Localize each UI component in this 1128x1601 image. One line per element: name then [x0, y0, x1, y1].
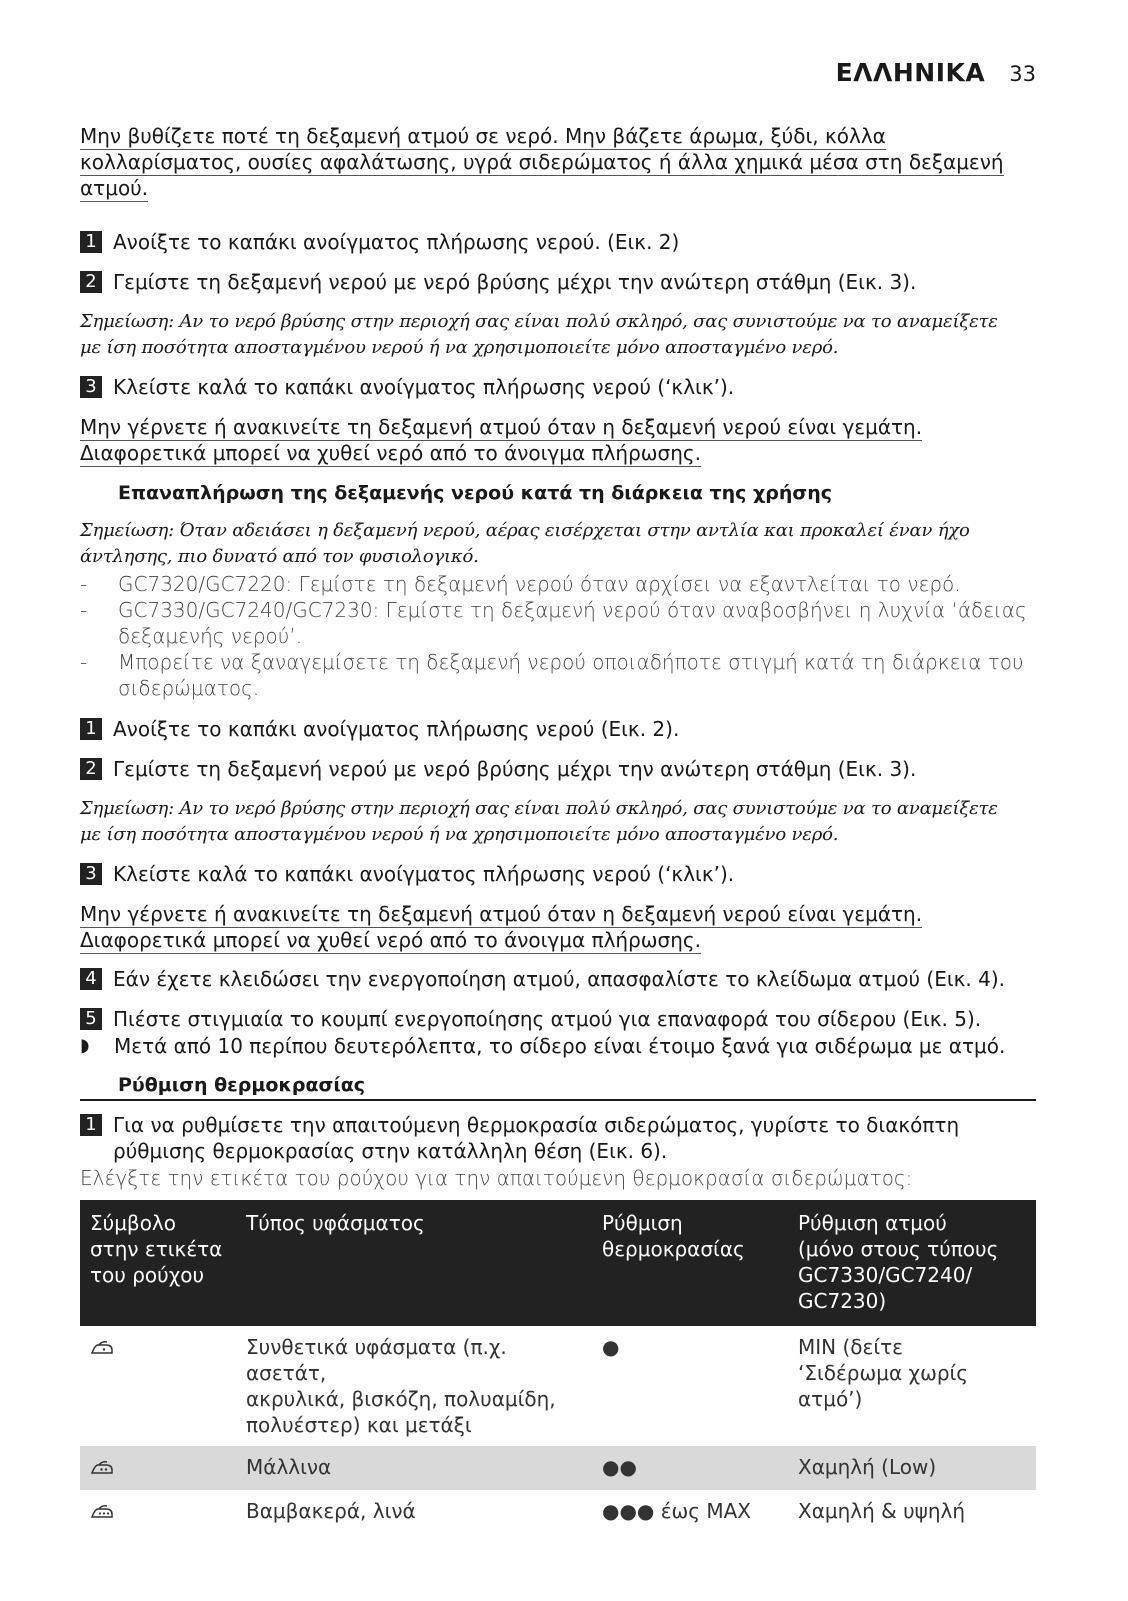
- temperature-cell: ●●: [592, 1446, 788, 1490]
- cell-line: ‘Σιδέρωμα χωρίς: [798, 1361, 969, 1385]
- page-number: 33: [1009, 62, 1036, 86]
- manual-page: [80, 0, 1036, 1601]
- header-line: Ρύθμιση ατμού: [798, 1211, 947, 1235]
- header-line: του ρούχου: [90, 1263, 205, 1287]
- list-item: [80, 597, 1036, 649]
- bullet-dash: -: [80, 598, 88, 622]
- cell-line: ακρυλικά, βισκόζη, πολυαμίδη,: [246, 1387, 556, 1411]
- symbol-cell: [80, 1490, 236, 1534]
- step-number: 1: [80, 1114, 102, 1136]
- section-divider: [80, 1099, 1036, 1101]
- language-heading: ΕΛΛΗΝΙΚΑ: [835, 58, 986, 87]
- step-text: Γεμίστε τη δεξαμενή νερού με νερό βρύσης μέχρι την ανώτερη στάθμη (Εικ. 3).: [113, 757, 917, 781]
- symbol-cell: [80, 1446, 236, 1490]
- cell-line: Βαμβακερά, λινά: [246, 1499, 416, 1523]
- note-hard-water-2: [80, 796, 1036, 848]
- steam-cell: [788, 1326, 1036, 1446]
- table-header-row: [80, 1200, 1036, 1326]
- step-number: 1: [80, 718, 102, 740]
- step-number: 3: [80, 376, 102, 398]
- result-line: [80, 1033, 1036, 1059]
- refill-bullets: [80, 571, 1036, 701]
- page-header: [836, 58, 1036, 87]
- step-number: 2: [80, 271, 102, 293]
- bullet-dash: -: [80, 572, 88, 596]
- note-line: Σημείωση: Όταν αδειάσει η δεξαμενή νερού, αέρας εισέρχεται στην αντλία και προκαλεί έναν ήχο: [80, 520, 970, 541]
- step-text: Ανοίξτε το καπάκι ανοίγματος πλήρωσης νερού (Εικ. 2).: [113, 717, 680, 741]
- step-text: ρύθμισης θερμοκρασίας στην κατάλληλη θέση (Εικ. 6).: [113, 1139, 668, 1163]
- bullet-dash: -: [80, 650, 88, 674]
- step-text: Εάν έχετε κλειδώσει την ενεργοποίηση ατμού, απασφαλίστε το κλείδωμα ατμού (Εικ. 4).: [113, 967, 1005, 991]
- note-line: με ίση ποσότητα αποσταγμένου νερού ή να χρησιμοποιείτε μόνο αποσταγμένο νερό.: [80, 337, 839, 358]
- bullet-text: GC7320/GC7220: Γεμίστε τη δεξαμενή νερού όταν αρχίσει να εξαντλείται το νερό.: [118, 572, 961, 596]
- result-arrow-icon: ◗: [80, 1035, 90, 1056]
- header-line: (μόνο στους τύπους: [798, 1237, 999, 1261]
- step-item: [80, 756, 1036, 782]
- section-title-temperature: Ρύθμιση θερμοκρασίας: [118, 1074, 366, 1096]
- step-number: 4: [80, 968, 102, 990]
- header-temperature: [592, 1200, 788, 1326]
- cell-line: ατμό’): [798, 1387, 863, 1411]
- step-item: [80, 269, 1036, 295]
- temperature-table: [80, 1200, 1036, 1534]
- steam-cell: [788, 1446, 1036, 1490]
- step-item: [80, 229, 1036, 255]
- bullet-text: σιδερώματος.: [118, 676, 260, 700]
- iron-one-dot-icon: [90, 1340, 114, 1356]
- warning-line: Διαφορετικά μπορεί να χυθεί νερό από το άνοιγμα πλήρωσης.: [80, 928, 701, 952]
- step-number: 3: [80, 863, 102, 885]
- list-item: [80, 571, 1036, 597]
- symbol-cell: [80, 1326, 236, 1446]
- step-item: [80, 861, 1036, 887]
- table-row: [80, 1490, 1036, 1534]
- check-label: Ελέγξτε την ετικέτα του ρούχου για την απαιτούμενη θερμοκρασία σιδερώματος:: [80, 1166, 913, 1190]
- temperature-cell: ●: [602, 1335, 620, 1359]
- header-line: Ρύθμιση: [602, 1211, 683, 1235]
- cell-line: Συνθετικά υφάσματα (π.χ. ασετάτ,: [246, 1335, 507, 1385]
- step-number: 2: [80, 758, 102, 780]
- step-item: [80, 1006, 1036, 1032]
- header-line: GC7330/GC7240/: [798, 1263, 973, 1287]
- cell-line: πολυέστερ) και μετάξι: [246, 1413, 472, 1437]
- step-text: Κλείστε καλά το καπάκι ανοίγματος πλήρωσης νερού (‘κλικ’).: [113, 862, 735, 886]
- step-item: [80, 966, 1036, 992]
- table-row: [80, 1326, 1036, 1446]
- header-line: Σύμβολο: [90, 1211, 177, 1235]
- note-pump: [80, 518, 1036, 570]
- step-text: Ανοίξτε το καπάκι ανοίγματος πλήρωσης νερού. (Εικ. 2): [113, 230, 680, 254]
- warning-submerge: [80, 123, 1036, 201]
- warning-tilt: [80, 414, 1036, 466]
- warning-line: Μην βυθίζετε ποτέ τη δεξαμενή ατμού σε νερό. Μην βάζετε άρωμα, ξύδι, κόλλα: [80, 124, 886, 148]
- bullet-text: Μπορείτε να ξαναγεμίσετε τη δεξαμενή νερού οποιαδήποτε στιγμή κατά τη διάρκεια του: [118, 650, 1024, 674]
- warning-line: ατμού.: [80, 176, 149, 200]
- iron-three-dots-icon: [90, 1504, 114, 1520]
- note-line: με ίση ποσότητα αποσταγμένου νερού ή να χρησιμοποιείτε μόνο αποσταγμένο νερό.: [80, 824, 839, 845]
- section-title-refill: Επαναπλήρωση της δεξαμενής νερού κατά τη διάρκεια της χρήσης: [118, 482, 833, 504]
- header-steam: [788, 1200, 1036, 1326]
- note-hard-water: [80, 309, 1036, 361]
- header-line: Τύπος υφάσματος: [246, 1211, 425, 1235]
- header-fabric: [236, 1200, 592, 1326]
- bullet-text: δεξαμενής νερού’.: [118, 624, 303, 648]
- temperature-cell: ●●● έως MAX: [602, 1499, 752, 1523]
- warning-line: Μην γέρνετε ή ανακινείτε τη δεξαμενή ατμού όταν η δεξαμενή νερού είναι γεμάτη.: [80, 902, 923, 926]
- warning-line: κολλαρίσματος, ουσίες αφαλάτωσης, υγρά σιδερώματος ή άλλα χημικά μέσα στη δεξαμενή: [80, 150, 1004, 174]
- step-text: Γεμίστε τη δεξαμενή νερού με νερό βρύσης μέχρι την ανώτερη στάθμη (Εικ. 3).: [113, 270, 917, 294]
- step-item: [80, 1112, 1036, 1164]
- fabric-cell: [236, 1326, 592, 1446]
- cell-line: MIN (δείτε: [798, 1335, 903, 1359]
- cell-line: Χαμηλή & υψηλή: [798, 1499, 966, 1523]
- fabric-cell: [236, 1446, 592, 1490]
- table-row: [80, 1446, 1036, 1490]
- warning-line: Μην γέρνετε ή ανακινείτε τη δεξαμενή ατμού όταν η δεξαμενή νερού είναι γεμάτη.: [80, 415, 923, 439]
- step-number: 5: [80, 1008, 102, 1030]
- list-item: [80, 649, 1036, 701]
- step-text: Για να ρυθμίσετε την απαιτούμενη θερμοκρασία σιδερώματος, γυρίστε το διακόπτη: [113, 1113, 960, 1137]
- bullet-text: GC7330/GC7240/GC7230: Γεμίστε τη δεξαμενή νερού όταν αναβοσβήνει η λυχνία ‘άδειας: [118, 598, 1027, 622]
- warning-line: Διαφορετικά μπορεί να χυθεί νερό από το άνοιγμα πλήρωσης.: [80, 441, 701, 465]
- step-item: [80, 374, 1036, 400]
- header-line: θερμοκρασίας: [602, 1237, 745, 1261]
- steam-cell: [788, 1490, 1036, 1534]
- fabric-cell: [236, 1490, 592, 1534]
- warning-tilt-2: [80, 901, 1036, 953]
- step-text: Κλείστε καλά το καπάκι ανοίγματος πλήρωσης νερού (‘κλικ’).: [113, 375, 735, 399]
- header-line: GC7230): [798, 1289, 887, 1313]
- header-line: στην ετικέτα: [90, 1237, 223, 1261]
- cell-line: Χαμηλή (Low): [798, 1455, 937, 1479]
- note-line: Σημείωση: Αν το νερό βρύσης στην περιοχή σας είναι πολύ σκληρό, σας συνιστούμε να το αναμείξετε: [80, 311, 998, 332]
- step-number: 1: [80, 231, 102, 253]
- step-text: Πιέστε στιγμιαία το κουμπί ενεργοποίησης ατμού για επαναφορά του σίδερου (Εικ. 5).: [113, 1007, 982, 1031]
- header-symbol: [80, 1200, 236, 1326]
- note-line: άντλησης, πιο δυνατό από τον φυσιολογικό.: [80, 546, 479, 567]
- note-line: Σημείωση: Αν το νερό βρύσης στην περιοχή σας είναι πολύ σκληρό, σας συνιστούμε να το αναμείξετε: [80, 798, 998, 819]
- step-item: [80, 716, 1036, 742]
- cell-line: Μάλλινα: [246, 1455, 332, 1479]
- result-text: Μετά από 10 περίπου δευτερόλεπτα, το σίδερο είναι έτοιμο ξανά για σιδέρωμα με ατμό.: [114, 1034, 1006, 1058]
- iron-two-dots-icon: [90, 1460, 114, 1476]
